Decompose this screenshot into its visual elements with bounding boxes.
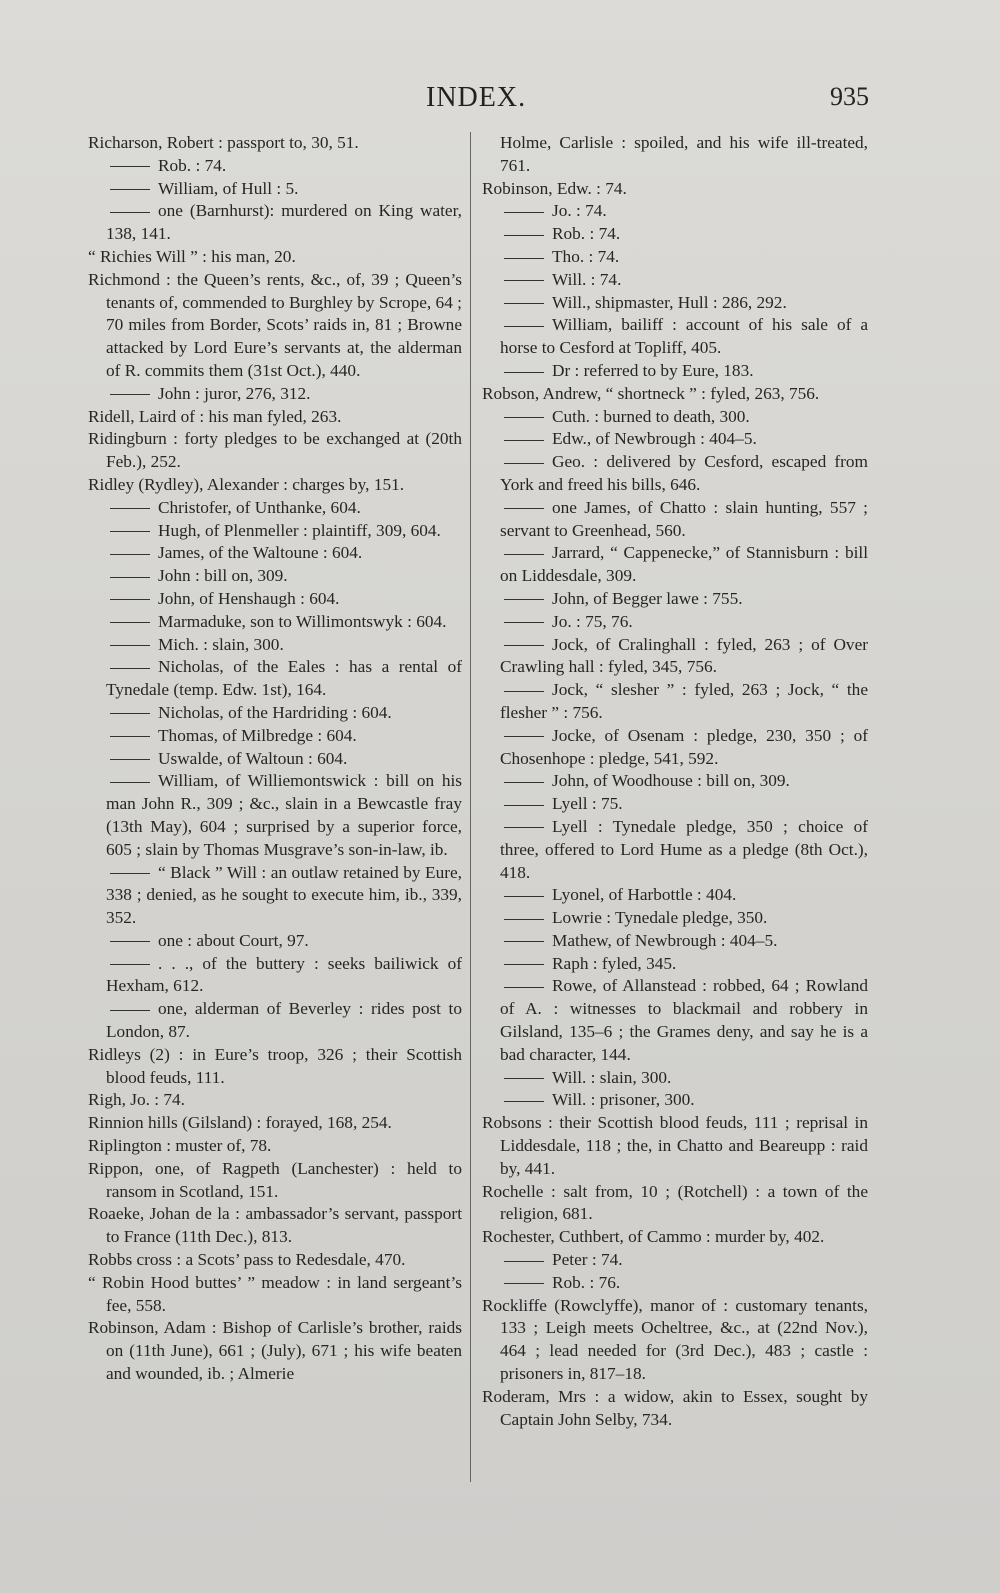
index-entry: [88, 474, 462, 497]
entry-text: William, of Hull : 5.: [158, 178, 299, 198]
ditto-dash: [504, 258, 544, 259]
index-subentry: [482, 314, 868, 360]
index-entry: [482, 178, 868, 201]
ditto-dash: [504, 736, 544, 737]
ditto-dash: [110, 394, 150, 395]
index-subentry: [482, 679, 868, 725]
entry-text: Geo. : delivered by Cesford, escaped from York and freed his bills, 646.: [500, 452, 868, 494]
index-subentry: [482, 1249, 868, 1272]
index-subentry: [88, 702, 462, 725]
index-subentry: [482, 953, 868, 976]
entry-text: John : bill on, 309.: [158, 566, 288, 586]
entry-text: Rochester, Cuthbert, of Cammo : murder by, 402.: [482, 1227, 825, 1247]
ditto-dash: [504, 280, 544, 281]
entry-text: Nicholas, of the Eales : has a rental of Tynedale (temp. Edw. 1st), 164.: [106, 657, 462, 700]
index-subentry: [482, 816, 868, 884]
index-subentry: [88, 497, 462, 520]
entry-text: Marmaduke, son to Willimontswyk : 604.: [158, 611, 447, 631]
entry-text: Lyell : Tynedale pledge, 350 ; choice of three, offered to Lord Hume as a pledge (8th Oct.), 418.: [500, 816, 868, 882]
ditto-dash: [110, 713, 150, 714]
index-subentry: [482, 451, 868, 497]
index-entry: [88, 1203, 462, 1249]
index-subentry: [88, 520, 462, 543]
index-subentry: [482, 907, 868, 930]
index-entry: [482, 1226, 868, 1249]
page-number: 935: [830, 82, 869, 111]
ditto-dash: [504, 987, 544, 988]
page-header: [0, 82, 1000, 122]
index-column-left: [88, 132, 462, 1386]
index-subentry: [482, 793, 868, 816]
entry-text: Ridleys (2) : in Eure’s troop, 326 ; their Scottish blood feuds, 111.: [88, 1044, 462, 1087]
index-entry: [88, 1272, 462, 1318]
ditto-dash: [504, 1261, 544, 1262]
index-subentry: [482, 930, 868, 953]
entry-text: Rob. : 74.: [552, 224, 621, 244]
ditto-dash: [504, 372, 544, 373]
ditto-dash: [110, 645, 150, 646]
index-subentry: [482, 1089, 868, 1112]
index-subentry: [482, 223, 868, 246]
entry-text: Jocke, of Osenam : pledge, 230, 350 ; of Chosenhope : pledge, 541, 592.: [500, 725, 868, 768]
entry-text: Jock, of Cralinghall : fyled, 263 ; of Over Crawling hall : fyled, 345, 756.: [500, 634, 868, 677]
entry-text: Dr : referred to by Eure, 183.: [552, 360, 754, 380]
index-subentry: [482, 542, 868, 588]
entry-text: William, bailiff : account of his sale of a horse to Cesford at Topliff, 405.: [500, 315, 868, 358]
index-subentry: [482, 884, 868, 907]
ditto-dash: [110, 599, 150, 600]
index-subentry: [88, 634, 462, 657]
index-subentry: [482, 406, 868, 429]
entry-text: “ Black ” Will : an outlaw retained by Eure, 338 ; denied, as he sought to execute him, ib., 339, 352.: [106, 862, 462, 928]
ditto-dash: [504, 691, 544, 692]
entry-text: Jarrard, “ Cappenecke,” of Stannisburn : bill on Liddesdale, 309.: [500, 543, 868, 586]
ditto-dash: [504, 212, 544, 213]
ditto-dash: [504, 919, 544, 920]
ditto-dash: [110, 577, 150, 578]
ditto-dash: [504, 599, 544, 600]
entry-text: Uswalde, of Waltoun : 604.: [158, 748, 348, 768]
ditto-dash: [504, 622, 544, 623]
entry-text: Hugh, of Plenmeller : plaintiff, 309, 604.: [158, 520, 441, 540]
entry-text: Will. : 74.: [552, 269, 622, 289]
ditto-dash: [504, 303, 544, 304]
ditto-dash: [504, 964, 544, 965]
ditto-dash: [504, 827, 544, 828]
index-entry: [88, 1158, 462, 1204]
entry-text: Holme, Carlisle : spoiled, and his wife ill-treated, 761.: [500, 133, 868, 175]
ditto-dash: [504, 235, 544, 236]
entry-text: Cuth. : burned to death, 300.: [552, 406, 750, 426]
entry-text: one James, of Chatto : slain hunting, 557 ; servant to Greenhead, 560.: [500, 497, 868, 540]
ditto-dash: [110, 166, 150, 167]
index-entry: [88, 406, 462, 429]
ditto-dash: [110, 941, 150, 942]
entry-text: Rob. : 76.: [552, 1272, 621, 1292]
index-subentry: [482, 269, 868, 292]
index-subentry: [88, 155, 462, 178]
ditto-dash: [504, 805, 544, 806]
entry-text: Edw., of Newbrough : 404–5.: [552, 429, 757, 449]
page-title: INDEX.: [426, 82, 527, 113]
entry-text: John : juror, 276, 312.: [158, 383, 311, 403]
entry-text: one, alderman of Beverley : rides post to London, 87.: [106, 999, 462, 1042]
entry-text: Lyell : 75.: [552, 794, 623, 814]
index-subentry: [88, 930, 462, 953]
index-subentry: [88, 725, 462, 748]
index-subentry: [482, 725, 868, 771]
index-subentry: [482, 428, 868, 451]
entry-text: Robsons : their Scottish blood feuds, 111 ; reprisal in Liddesdale, 118 ; the, in Chatto and Beareupp : raid by, 441.: [482, 1113, 868, 1178]
index-entry: [482, 1181, 868, 1227]
entry-text: Will., shipmaster, Hull : 286, 292.: [552, 292, 787, 312]
index-entry: [88, 1317, 462, 1385]
entry-text: . . ., of the buttery : seeks bailiwick of Hexham, 612.: [106, 953, 462, 996]
index-entry: [482, 1386, 868, 1432]
entry-text: Jo. : 75, 76.: [552, 611, 633, 631]
entry-text: Nicholas, of the Hardriding : 604.: [158, 702, 392, 722]
ditto-dash: [110, 189, 150, 190]
ditto-dash: [504, 782, 544, 783]
ditto-dash: [110, 782, 150, 783]
index-subentry: [88, 200, 462, 246]
ditto-dash: [504, 417, 544, 418]
ditto-dash: [110, 531, 150, 532]
entry-text: Richarson, Robert : passport to, 30, 51.: [88, 133, 359, 152]
ditto-dash: [504, 508, 544, 509]
index-entry: [88, 1249, 462, 1272]
index-subentry: [88, 862, 462, 930]
index-subentry: [482, 360, 868, 383]
entry-text: Ridingburn : forty pledges to be exchanged at (20th Feb.), 252.: [88, 429, 462, 472]
ditto-dash: [504, 463, 544, 464]
ditto-dash: [110, 212, 150, 213]
entry-text: Richmond : the Queen’s rents, &c., of, 39 ; Queen’s tenants of, commended to Burghley by Scrope, 64 ; 70 miles from Border, Scots’ raids in, 81 ; Browne attacked by Lord Eure’s servants at, the alderman of R. commits them (31st Oct.), 440.: [88, 269, 462, 380]
index-entry: [88, 269, 462, 383]
index-subentry: [88, 953, 462, 999]
entry-text: Rochelle : salt from, 10 ; (Rotchell) : a town of the religion, 681.: [482, 1181, 868, 1224]
entry-text: one (Barnhurst): murdered on King water, 138, 141.: [106, 201, 462, 244]
index-subentry: [88, 998, 462, 1044]
index-subentry: [88, 542, 462, 565]
entry-text: Robbs cross : a Scots’ pass to Redesdale, 470.: [88, 1250, 406, 1270]
index-entry: [88, 1135, 462, 1158]
entry-text: John, of Woodhouse : bill on, 309.: [552, 771, 790, 791]
entry-text: Lyonel, of Harbottle : 404.: [552, 885, 737, 905]
entry-text: Riplington : muster of, 78.: [88, 1136, 272, 1156]
entry-text: Tho. : 74.: [552, 246, 620, 266]
entry-text: Robinson, Edw. : 74.: [482, 178, 627, 198]
ditto-dash: [110, 759, 150, 760]
ditto-dash: [504, 941, 544, 942]
entry-text: Lowrie : Tynedale pledge, 350.: [552, 908, 768, 928]
ditto-dash: [504, 326, 544, 327]
index-subentry: [482, 634, 868, 680]
entry-text: Righ, Jo. : 74.: [88, 1090, 185, 1110]
entry-text: Christofer, of Unthanke, 604.: [158, 497, 361, 517]
index-subentry: [482, 1067, 868, 1090]
index-subentry: [88, 656, 462, 702]
index-entry-continuation: [482, 132, 868, 178]
index-subentry: [88, 565, 462, 588]
column-divider: [470, 132, 471, 1482]
index-column-right: [482, 132, 868, 1431]
ditto-dash: [110, 622, 150, 623]
entry-text: “ Richies Will ” : his man, 20.: [88, 246, 296, 266]
index-subentry: [482, 770, 868, 793]
index-entry: [88, 246, 462, 269]
ditto-dash: [504, 645, 544, 646]
index-subentry: [482, 588, 868, 611]
entry-text: Roderam, Mrs : a widow, akin to Essex, sought by Captain John Selby, 734.: [482, 1386, 868, 1429]
ditto-dash: [504, 896, 544, 897]
entry-text: John, of Henshaugh : 604.: [158, 588, 340, 608]
index-subentry: [482, 1272, 868, 1295]
index-subentry: [482, 611, 868, 634]
index-entry: [482, 1112, 868, 1180]
entry-text: “ Robin Hood buttes’ ” meadow : in land sergeant’s fee, 558.: [88, 1272, 462, 1315]
index-subentry: [88, 748, 462, 771]
ditto-dash: [504, 1283, 544, 1284]
ditto-dash: [504, 1078, 544, 1079]
entry-text: William, of Williemontswick : bill on his man John R., 309 ; &c., slain in a Bewcastle fray (13th May), 604 ; surprised by a superior force, 605 ; slain by Thomas Musgrave’s son-in-law, ib.: [106, 771, 462, 859]
entry-text: Rinnion hills (Gilsland) : forayed, 168, 254.: [88, 1113, 392, 1133]
entry-text: Will. : slain, 300.: [552, 1067, 672, 1087]
entry-text: Rob. : 74.: [158, 155, 227, 175]
entry-text: Ridell, Laird of : his man fyled, 263.: [88, 406, 342, 426]
entry-text: Jo. : 74.: [552, 201, 607, 221]
entry-text: Will. : prisoner, 300.: [552, 1090, 695, 1110]
ditto-dash: [110, 668, 150, 669]
index-subentry: [482, 200, 868, 223]
entry-text: Rockliffe (Rowclyffe), manor of : customary tenants, 133 ; Leigh meets Ocheltree, &c., at (22nd Nov.), 464 ; lead needed for (3rd Dec.), 483 ; castle : prisoners in, 817–18.: [482, 1295, 868, 1384]
ditto-dash: [110, 1010, 150, 1011]
index-subentry: [482, 292, 868, 315]
entry-text: Robinson, Adam : Bishop of Carlisle’s brother, raids on (11th June), 661 ; (July), 671 ; his wife beaten and wounded, ib. ; Almerie: [88, 1318, 462, 1384]
entry-text: one : about Court, 97.: [158, 930, 309, 950]
index-subentry: [482, 497, 868, 543]
index-subentry: [88, 611, 462, 634]
index-subentry: [88, 178, 462, 201]
ditto-dash: [110, 964, 150, 965]
index-entry: [88, 1044, 462, 1090]
index-subentry: [88, 770, 462, 861]
entry-text: Roaeke, Johan de la : ambassador’s servant, passport to France (11th Dec.), 813.: [88, 1204, 462, 1247]
entry-text: Jock, “ slesher ” : fyled, 263 ; Jock, “ the flesher ” : 756.: [500, 680, 868, 722]
entry-text: Thomas, of Milbredge : 604.: [158, 725, 357, 745]
index-entry: [88, 428, 462, 474]
index-entry: [482, 1295, 868, 1386]
entry-text: Robson, Andrew, “ shortneck ” : fyled, 263, 756.: [482, 383, 820, 403]
ditto-dash: [110, 873, 150, 874]
ditto-dash: [110, 554, 150, 555]
entry-text: Mich. : slain, 300.: [158, 634, 284, 654]
index-entry: [482, 383, 868, 406]
index-entry: [88, 1089, 462, 1112]
index-subentry: [482, 246, 868, 269]
index-entry: [88, 1112, 462, 1135]
index-entry: [88, 132, 462, 155]
entry-text: Ridley (Rydley), Alexander : charges by, 151.: [88, 474, 405, 494]
ditto-dash: [504, 554, 544, 555]
entry-text: James, of the Waltoune : 604.: [158, 543, 363, 563]
index-subentry: [88, 588, 462, 611]
entry-text: John, of Begger lawe : 755.: [552, 588, 743, 608]
entry-text: Rowe, of Allanstead : robbed, 64 ; Rowland of A. : witnesses to blackmail and robbery in Gilsland, 135–6 ; the Grames deny, and say he is a bad character, 144.: [500, 976, 868, 1064]
ditto-dash: [504, 440, 544, 441]
index-subentry: [482, 975, 868, 1066]
ditto-dash: [504, 1101, 544, 1102]
index-subentry: [88, 383, 462, 406]
entry-text: Raph : fyled, 345.: [552, 953, 677, 973]
ditto-dash: [110, 508, 150, 509]
entry-text: Peter : 74.: [552, 1250, 623, 1270]
entry-text: Mathew, of Newbrough : 404–5.: [552, 930, 778, 950]
entry-text: Rippon, one, of Ragpeth (Lanchester) : held to ransom in Scotland, 151.: [88, 1158, 462, 1201]
ditto-dash: [110, 736, 150, 737]
